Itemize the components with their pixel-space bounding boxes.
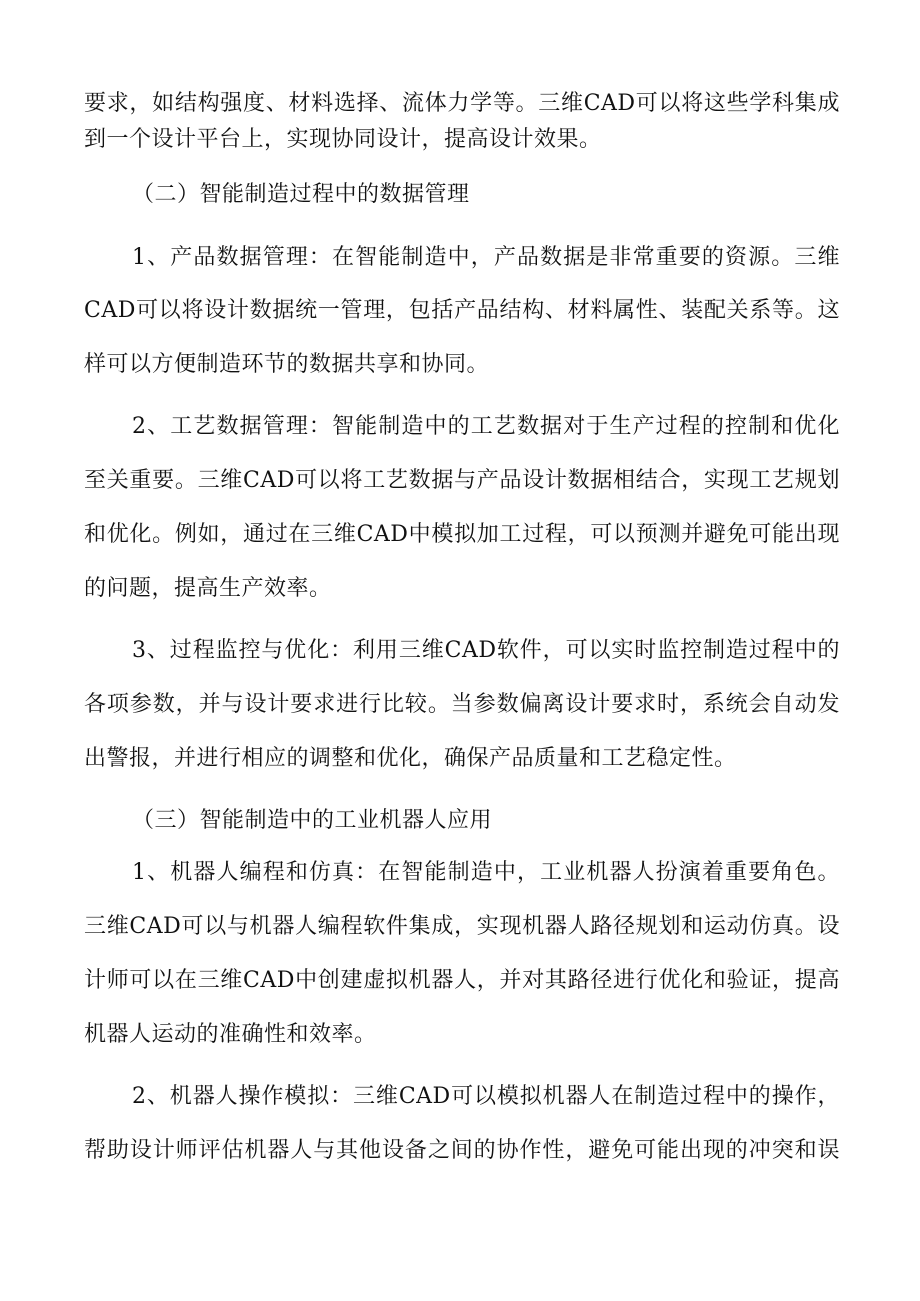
paragraph-line: 2、机器人操作模拟：三维CAD可以模拟机器人在制造过程中的操作， (132, 1084, 840, 1109)
paragraph-line: 三维CAD可以与机器人编程软件集成，实现机器人路径规划和运动仿真。设 (84, 914, 840, 939)
paragraph-line: 要求，如结构强度、材料选择、流体力学等。三维CAD可以将这些学科集成 (84, 91, 840, 116)
section-heading: （二）智能制造过程中的数据管理 (132, 182, 470, 207)
paragraph-line: 到一个设计平台上，实现协同设计，提高设计效果。 (84, 127, 602, 152)
paragraph-line: 和优化。例如，通过在三维CAD中模拟加工过程，可以预测并避免可能出现 (84, 522, 840, 547)
paragraph-line: 至关重要。三维CAD可以将工艺数据与产品设计数据相结合，实现工艺规划 (84, 468, 840, 493)
paragraph-line: CAD可以将设计数据统一管理，包括产品结构、材料属性、装配关系等。这 (84, 298, 840, 323)
paragraph-line: 机器人运动的准确性和效率。 (84, 1022, 377, 1047)
paragraph-line: 帮助设计师评估机器人与其他设备之间的协作性，避免可能出现的冲突和误 (84, 1138, 840, 1163)
paragraph-line: 样可以方便制造环节的数据共享和协同。 (84, 352, 490, 377)
section-heading: （三）智能制造中的工业机器人应用 (132, 808, 493, 833)
paragraph-line: 2、工艺数据管理：智能制造中的工艺数据对于生产过程的控制和优化 (132, 414, 840, 439)
paragraph-line: 计师可以在三维CAD中创建虚拟机器人，并对其路径进行优化和验证，提高 (84, 968, 840, 993)
paragraph-line: 出警报，并进行相应的调整和优化，确保产品质量和工艺稳定性。 (84, 746, 737, 771)
paragraph-line: 1、产品数据管理：在智能制造中，产品数据是非常重要的资源。三维 (132, 245, 840, 270)
paragraph-line: 3、过程监控与优化：利用三维CAD软件，可以实时监控制造过程中的 (132, 638, 840, 663)
paragraph-line: 1、机器人编程和仿真：在智能制造中，工业机器人扮演着重要角色。 (132, 860, 840, 885)
paragraph-line: 的问题，提高生产效率。 (84, 576, 332, 601)
paragraph-line: 各项参数，并与设计要求进行比较。当参数偏离设计要求时，系统会自动发 (84, 692, 840, 717)
